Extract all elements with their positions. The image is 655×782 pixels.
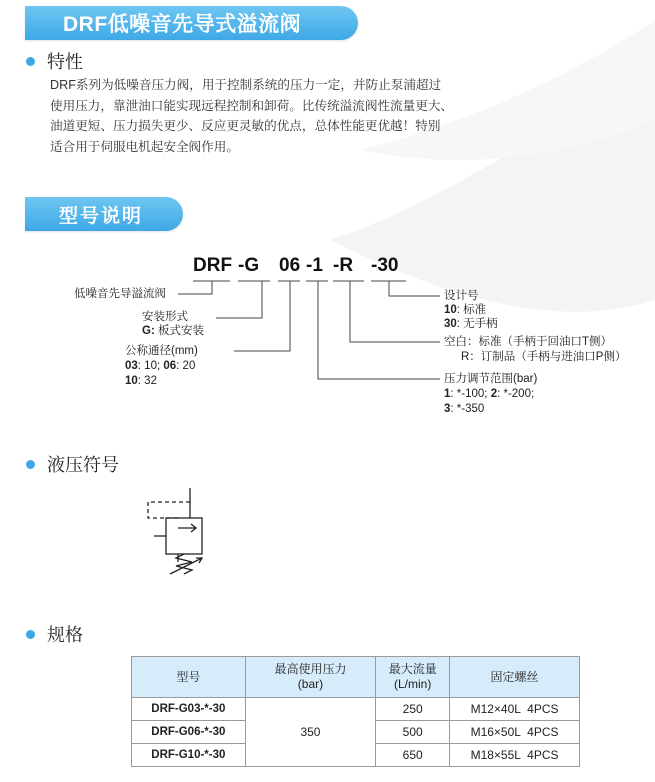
col-header-model: 型号 <box>132 657 246 698</box>
cell-flow: 650 <box>376 744 450 767</box>
label-range-options-2: 3: *-350 <box>444 403 485 415</box>
spec-table-header-row <box>132 657 580 698</box>
features-line: 油道更短、压力损失更少、反应更灵敏的优点，总体性能更优越！特别 <box>50 119 441 133</box>
label-size-options-1: 03: 10; 06: 20 <box>125 360 196 372</box>
label-handle-standard: 空白：标准（手柄于回油口T侧） <box>444 336 613 348</box>
label-mount-title: 安装形式 <box>142 311 188 323</box>
label-design-option-1: 10: 标准 <box>444 304 487 316</box>
label-handle-custom: R：订制品（手柄与进油口P侧） <box>461 351 627 363</box>
label-range-options-1: 1: *-100; 2: *-200; <box>444 388 535 400</box>
label-design-option-2: 30: 无手柄 <box>444 318 498 330</box>
relief-valve-symbol-icon <box>140 484 230 584</box>
label-design-title: 设计号 <box>444 290 479 302</box>
features-line: 适合用于伺服电机起安全阀作用。 <box>50 139 239 154</box>
cell-flow: 500 <box>376 721 450 744</box>
code-range: -1 <box>306 255 323 276</box>
cell-flow: 250 <box>376 698 450 721</box>
features-heading-text: 特性 <box>47 52 83 72</box>
cell-screw: M16×50L 4PCS <box>450 721 580 744</box>
code-handle: -R <box>333 255 354 276</box>
features-line: 使用压力，靠泄油口能实现远程控制和卸荷。比传统溢流阀性流量更大、 <box>50 98 453 113</box>
spec-table <box>131 656 580 767</box>
label-size-options-2: 10: 32 <box>125 375 157 387</box>
symbol-heading <box>26 451 119 477</box>
cell-pressure: 350 <box>245 698 376 767</box>
code-design: -30 <box>371 255 399 276</box>
bullet-icon <box>26 630 35 639</box>
spec-heading-text: 规格 <box>47 625 83 645</box>
label-mount-option: G: 板式安装 <box>142 325 204 337</box>
features-line: DRF系列为低噪音压力阀，用于控制系统的压力一定，并防止泵浦超过 <box>50 78 442 92</box>
cell-model: DRF-G03-*-30 <box>132 698 246 721</box>
cell-screw: M12×40L 4PCS <box>450 698 580 721</box>
cell-screw: M18×55L 4PCS <box>450 744 580 767</box>
spec-heading <box>26 621 83 647</box>
code-series: DRF <box>193 255 233 276</box>
bullet-icon <box>26 460 35 469</box>
code-mount: -G <box>238 255 260 276</box>
col-header-screw: 固定螺丝 <box>450 657 580 698</box>
label-series-name: 低噪音先导溢流阀 <box>74 288 166 300</box>
table-row <box>132 698 580 721</box>
col-header-pressure: 最高使用压力 (bar) <box>245 657 376 698</box>
model-section-title: 型号说明 <box>59 205 144 227</box>
label-size-title: 公称通径(mm) <box>125 345 198 357</box>
col-header-flow: 最大流量 (L/min) <box>376 657 450 698</box>
label-range-title: 压力调节范围(bar) <box>444 373 538 385</box>
cell-model: DRF-G10-*-30 <box>132 744 246 767</box>
page-title: DRF低噪音先导式溢流阀 <box>63 13 302 36</box>
cell-model: DRF-G06-*-30 <box>132 721 246 744</box>
symbol-heading-text: 液压符号 <box>47 455 119 475</box>
code-size: 06 <box>279 255 301 276</box>
